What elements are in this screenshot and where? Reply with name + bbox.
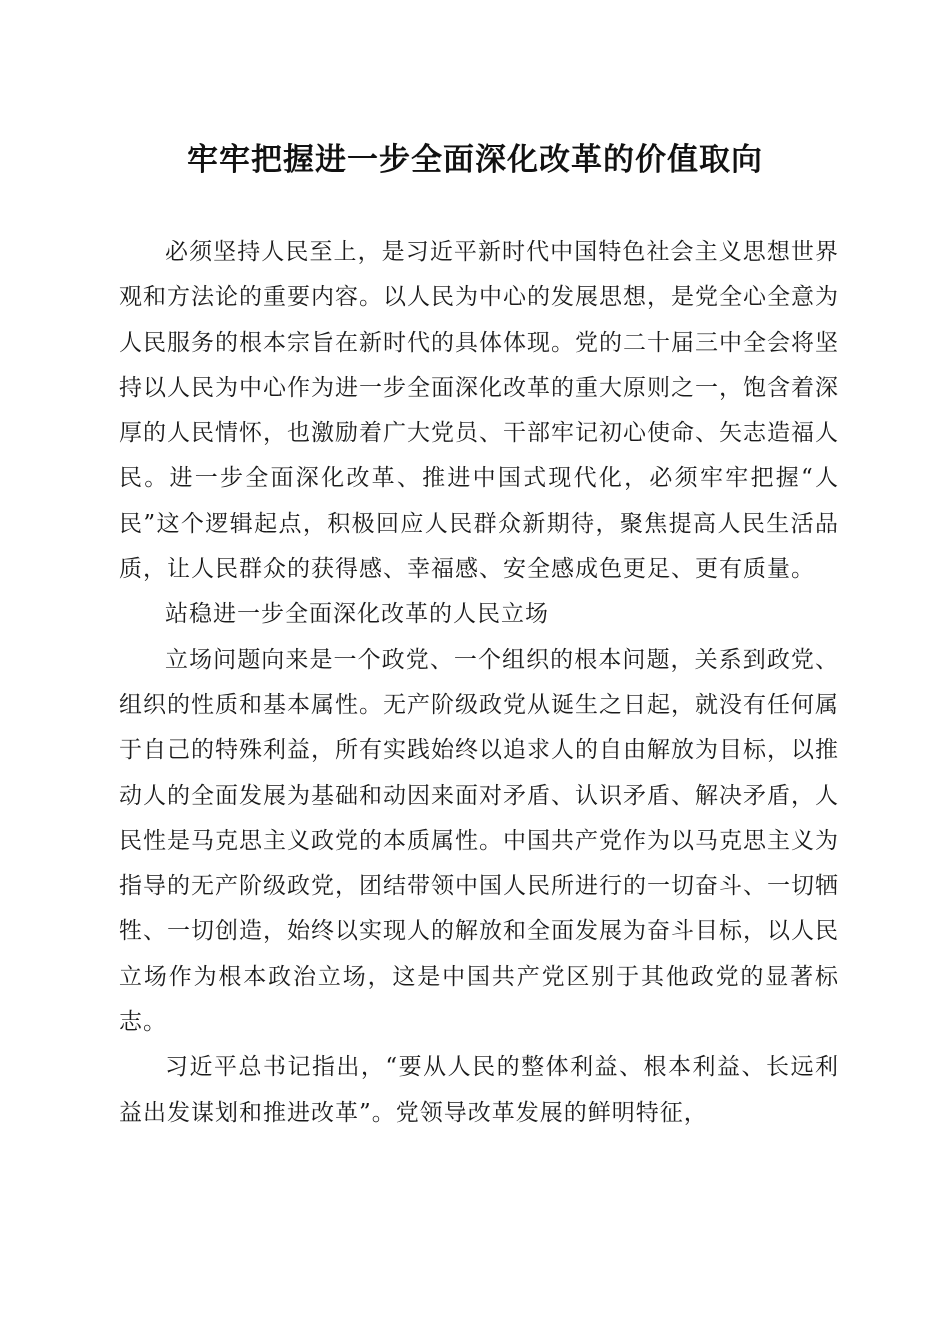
paragraph-stance: 立场问题向来是一个政党、一个组织的根本问题，关系到政党、组织的性质和基本属性。无产阶级政党从诞生之日起，就没有任何属于自己的特殊利益，所有实践始终以追求人的自由解放为目标，以推动人的全面发展为基础和动因来面对矛盾、认识矛盾、解决矛盾，人民性是马克思主义政党的本质属性。中国共产党作为以马克思主义为指导的无产阶级政党，团结带领中国人民所进行的一切奋斗、一切牺牲、一切创造，始终以实现人的解放和全面发展为奋斗目标，以人民立场作为根本政治立场，这是中国共产党区别于其他政党的显著标志。 xyxy=(119,646,839,1036)
document-title: 牢牢把握进一步全面深化改革的价值取向 xyxy=(187,142,763,178)
document-body xyxy=(119,230,839,1136)
section-heading: 站稳进一步全面深化改革的人民立场 xyxy=(165,601,549,628)
paragraph-intro: 必须坚持人民至上，是习近平新时代中国特色社会主义思想世界观和方法论的重要内容。以人民为中心的发展思想，是党全心全意为人民服务的根本宗旨在新时代的具体体现。党的二十届三中全会将坚持以人民为中心作为进一步全面深化改革的重大原则之一，饱含着深厚的人民情怀，也激励着广大党员、干部牢记初心使命、矢志造福人民。进一步全面深化改革、推进中国式现代化，必须牢牢把握“人民”这个逻辑起点，积极回应人民群众新期待，聚焦提高人民生活品质，让人民群众的获得感、幸福感、安全感成色更足、更有质量。 xyxy=(119,239,839,583)
paragraph-quote: 习近平总书记指出，“要从人民的整体利益、根本利益、长远利益出发谋划和推进改革”。党领导改革发展的鲜明特征， xyxy=(119,1054,839,1126)
